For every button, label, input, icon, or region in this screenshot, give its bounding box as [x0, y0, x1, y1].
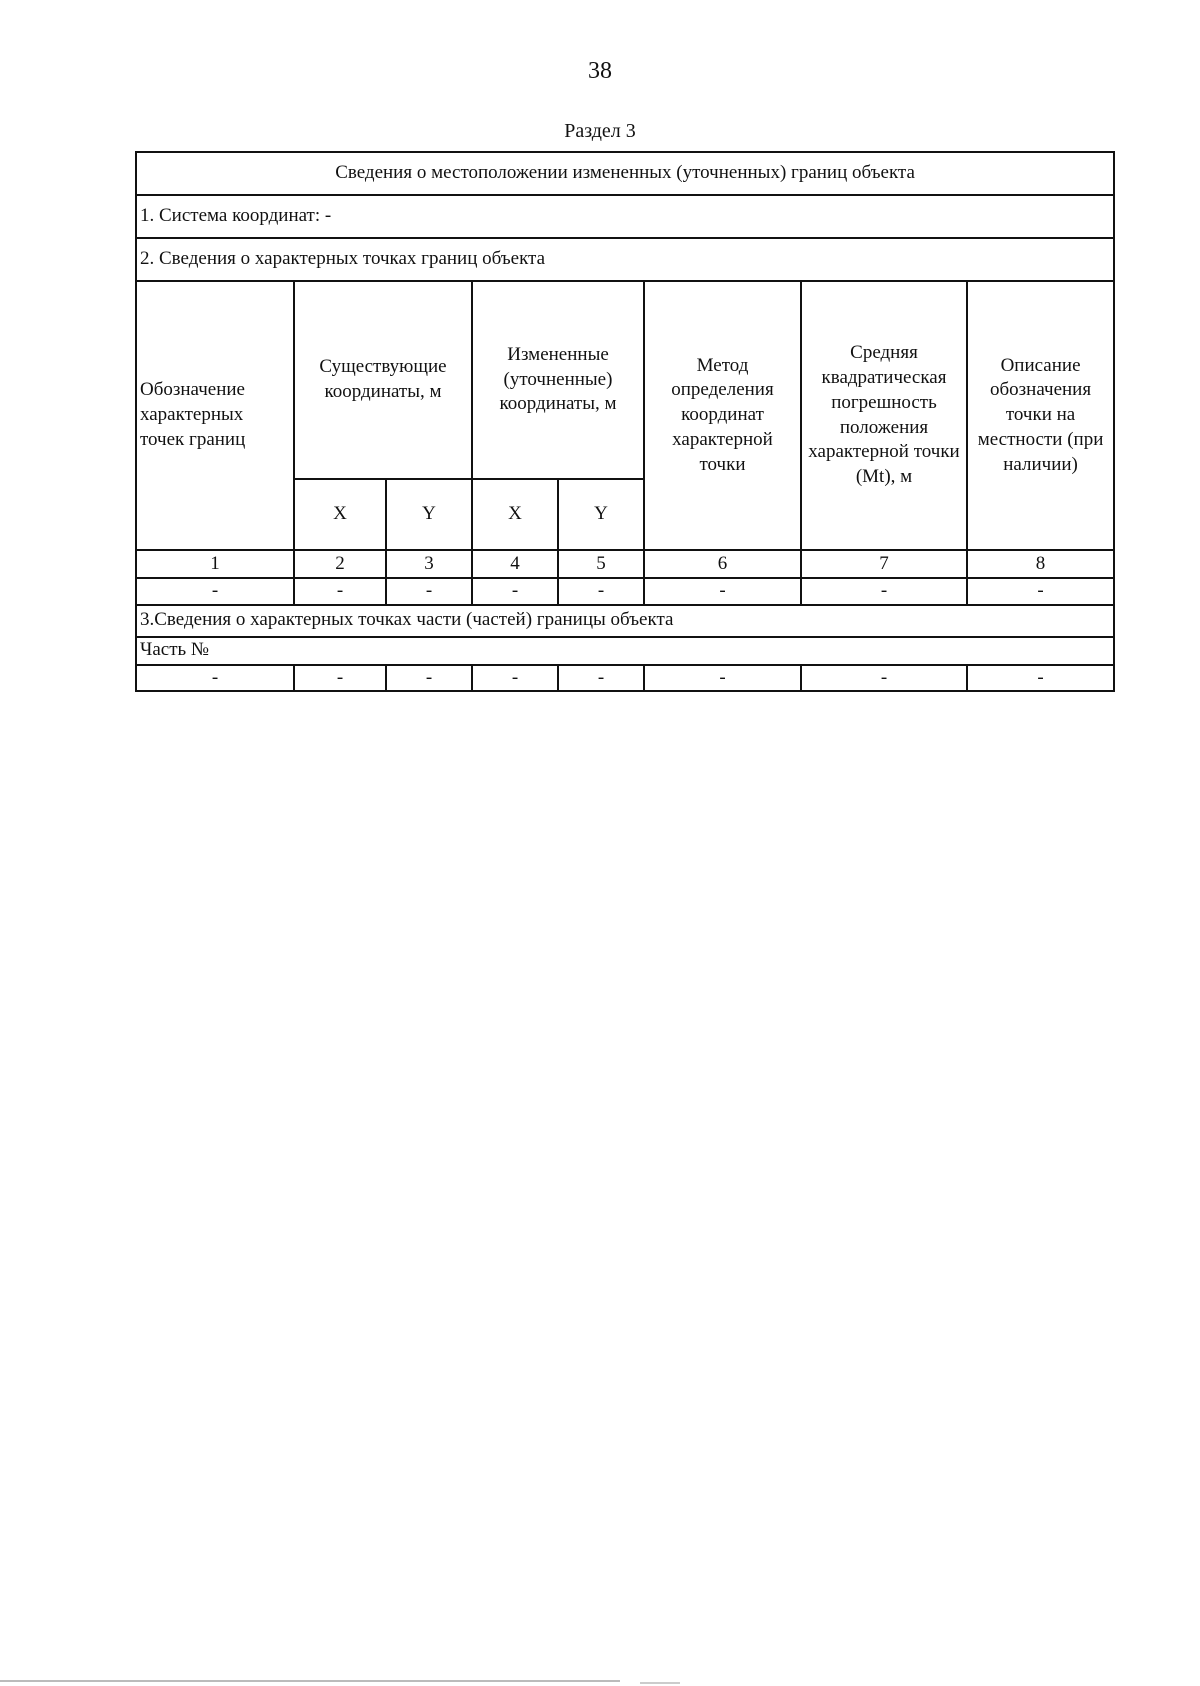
- table-cell: -: [294, 578, 386, 605]
- table-cell: -: [558, 665, 644, 692]
- column-number: 1: [136, 550, 294, 578]
- scan-mark: [640, 1682, 680, 1684]
- column-number: 4: [472, 550, 558, 578]
- header-existing-coords: Существующие координаты, м: [294, 281, 472, 479]
- column-number: 8: [967, 550, 1114, 578]
- header-method: Метод определения координат характерной точки: [644, 281, 801, 550]
- part-data-row: [136, 665, 1114, 692]
- table-cell: -: [801, 665, 967, 692]
- header-existing-y: Y: [386, 479, 472, 550]
- part-label-row: Часть №: [136, 637, 1114, 665]
- table-cell: -: [472, 665, 558, 692]
- section-title: Раздел 3: [564, 120, 636, 142]
- table-cell: -: [967, 578, 1114, 605]
- column-number: 7: [801, 550, 967, 578]
- header-existing-x: X: [294, 479, 386, 550]
- table-cell: -: [472, 578, 558, 605]
- coord-system-row: 1. Система координат: -: [136, 195, 1114, 238]
- table-cell: -: [386, 578, 472, 605]
- table-title: Сведения о местоположении измененных (уточненных) границ объекта: [136, 152, 1114, 195]
- column-number: 6: [644, 550, 801, 578]
- table-cell: -: [294, 665, 386, 692]
- table-cell: -: [558, 578, 644, 605]
- table-cell: -: [644, 665, 801, 692]
- table-cell: -: [967, 665, 1114, 692]
- table-cell: -: [136, 665, 294, 692]
- header-changed-y: Y: [558, 479, 644, 550]
- header-error: Средняя квадратическая погрешность положения характерной точки (Mt), м: [801, 281, 967, 550]
- table-cell: -: [136, 578, 294, 605]
- header-changed-coords: Измененные (уточненные) координаты, м: [472, 281, 644, 479]
- points-heading-row: 2. Сведения о характерных точках границ объекта: [136, 238, 1114, 281]
- table-cell: -: [801, 578, 967, 605]
- table-cell: -: [386, 665, 472, 692]
- column-number: 2: [294, 550, 386, 578]
- page-number: 38: [588, 58, 612, 84]
- point-data-row: [136, 578, 1114, 605]
- column-number: 5: [558, 550, 644, 578]
- table-cell: -: [644, 578, 801, 605]
- header-point-designation: Обозначение характерных точек границ: [136, 281, 294, 550]
- column-number: 3: [386, 550, 472, 578]
- boundary-table: [135, 151, 1115, 692]
- parts-heading-row: 3.Сведения о характерных точках части (частей) границы объекта: [136, 605, 1114, 637]
- header-description: Описание обозначения точки на местности (при наличии): [967, 281, 1114, 550]
- column-number-row: [136, 550, 1114, 578]
- scan-mark: [0, 1680, 620, 1682]
- header-changed-x: X: [472, 479, 558, 550]
